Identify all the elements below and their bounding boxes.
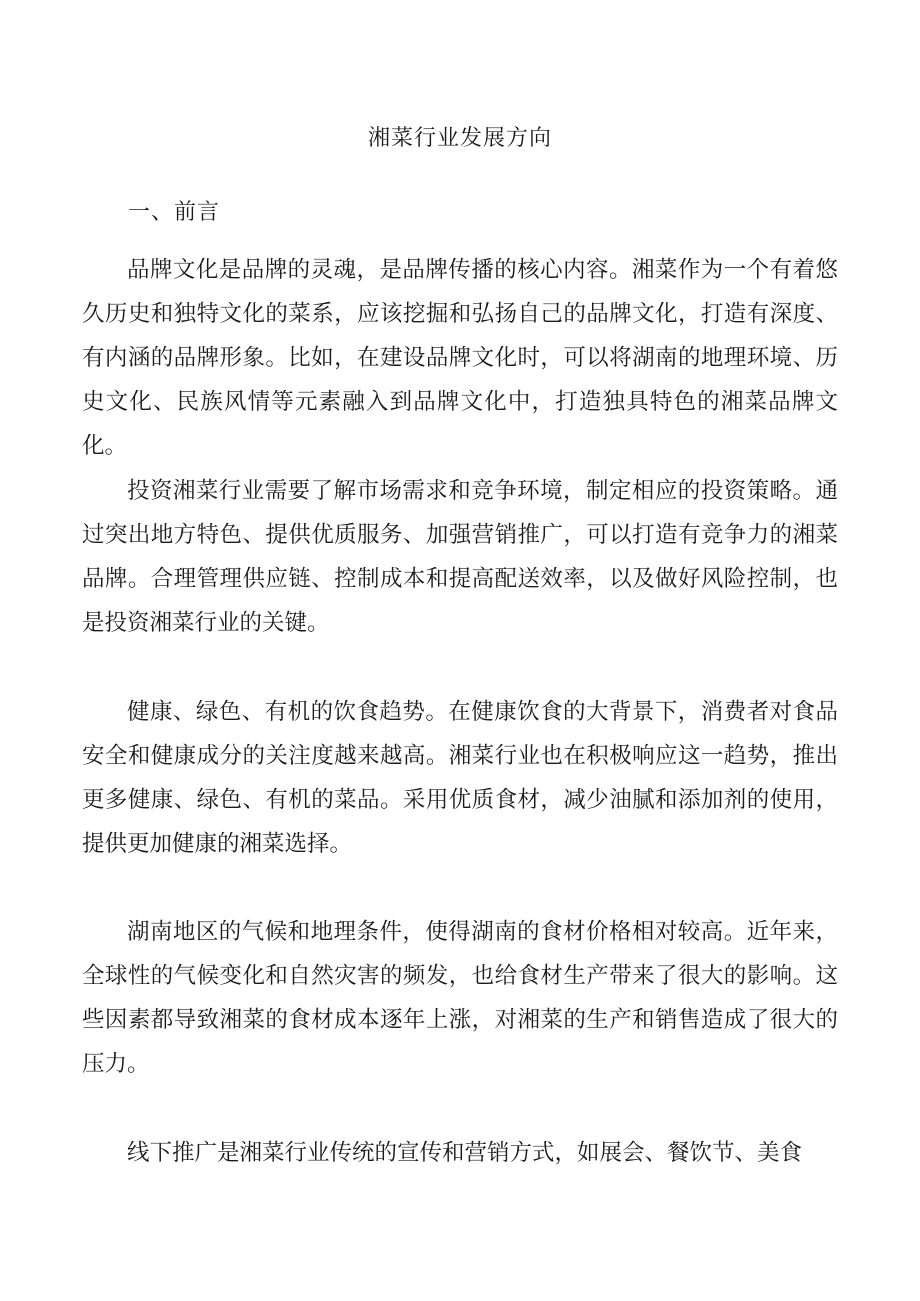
paragraph-ingredient-cost: 湖南地区的气候和地理条件，使得湖南的食材价格相对较高。近年来，全球性的气候变化和自然灾害的频发，也给食材生产带来了很大的影响。这些因素都导致湘菜的食材成本逐年上涨，对湘菜的生产和销售造成了很大的压力。: [82, 919, 838, 1077]
paragraph-health-trend: 健康、绿色、有机的饮食趋势。在健康饮食的大背景下，消费者对食品安全和健康成分的关注度越来越高。湘菜行业也在积极响应这一趋势，推出更多健康、绿色、有机的菜品。采用优质食材，减少油腻和添加剂的使用，提供更加健康的湘菜选择。: [82, 699, 838, 857]
paragraph-brand-culture: 品牌文化是品牌的灵魂，是品牌传播的核心内容。湘菜作为一个有着悠久历史和独特文化的菜系，应该挖掘和弘扬自己的品牌文化，打造有深度、有内涵的品牌形象。比如，在建设品牌文化时，可以将湖南的地理环境、历史文化、民族风情等元素融入到品牌文化中，打造独具特色的湘菜品牌文化。: [82, 257, 838, 459]
paragraph-offline-promotion: 线下推广是湘菜行业传统的宣传和营销方式，如展会、餐饮节、美食: [127, 1140, 803, 1166]
paragraph-investment: 投资湘菜行业需要了解市场需求和竞争环境，制定相应的投资策略。通过突出地方特色、提供优质服务、加强营销推广，可以打造有竞争力的湘菜品牌。合理管理供应链、控制成本和提高配送效率，以及做好风险控制，也是投资湘菜行业的关键。: [82, 478, 838, 636]
document-title: 湘菜行业发展方向: [367, 126, 552, 151]
section-heading: 一、前言: [128, 200, 221, 225]
